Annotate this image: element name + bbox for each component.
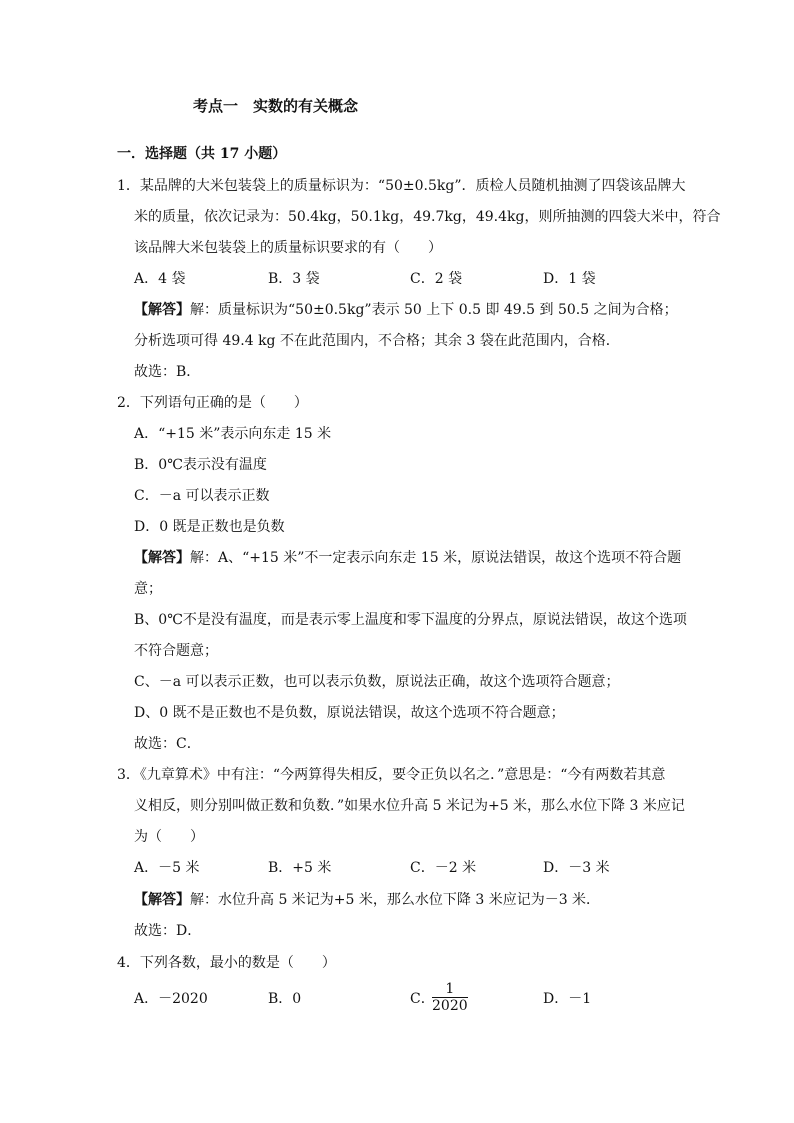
answer-text: 解：质量标识为“50±0.5kg”表示 50 上下 0.5 即 49.5 到 50.5 之间为合格； — [190, 302, 678, 318]
question-3-line-1: 3．《九章算术》中有注：“今两算得失相反，要令正负以名之．”意思是：“今有两数若其意 — [117, 767, 666, 783]
question-2-answer-line-3: B、0℃不是没有温度，而是表示零上温度和零下温度的分界点，原说法错误，故这个选项 — [134, 612, 687, 628]
question-2-option-c: C．－a 可以表示正数 — [134, 488, 270, 504]
question-2-answer-line-6: D、0 既不是正数也不是负数，原说法错误，故这个选项不符合题意； — [134, 705, 565, 721]
question-2-answer-line-7: 故选：C． — [134, 736, 201, 752]
question-2-option-d: D．0 既是正数也是负数 — [134, 519, 285, 535]
fraction-numerator: 1 — [432, 981, 468, 998]
answer-tag: 【解答】 — [134, 892, 190, 908]
question-2-answer-line-4: 不符合题意； — [134, 643, 218, 659]
question-2-option-a: A．“+15 米”表示向东走 15 米 — [134, 426, 332, 442]
question-2-answer-line-5: C、－a 可以表示正数，也可以表示负数，原说法正确，故这个选项符合题意； — [134, 674, 620, 690]
question-1-line-3: 该品牌大米包装袋上的质量标识要求的有（ ） — [134, 240, 442, 256]
question-1-option-d: D．1 袋 — [543, 271, 596, 287]
question-1-option-c: C．2 袋 — [410, 271, 463, 287]
question-1-option-a: A．4 袋 — [134, 271, 186, 287]
answer-text: 解：A、“+15 米”不一定表示向东走 15 米，原说法错误，故这个选项不符合题 — [190, 550, 682, 566]
question-4-option-b: B．0 — [268, 991, 302, 1007]
answer-text: 解：水位升高 5 米记为+5 米，那么水位下降 3 米应记为－3 米． — [190, 892, 601, 908]
question-2-answer-line-2: 意； — [134, 581, 162, 597]
question-3-option-b: B．+5 米 — [268, 860, 332, 876]
question-1-answer-line-3: 故选：B． — [134, 364, 201, 380]
answer-tag: 【解答】 — [134, 550, 190, 566]
answer-tag: 【解答】 — [134, 302, 190, 318]
question-2-answer-line-1 — [134, 548, 681, 568]
question-1-option-b: B．3 袋 — [268, 271, 320, 287]
question-4-option-a: A．－2020 — [134, 991, 208, 1007]
question-4-line-1: 4．下列各数，最小的数是（ ） — [117, 955, 336, 971]
question-3-option-d: D．－3 米 — [543, 860, 610, 876]
fraction-denominator: 2020 — [432, 998, 468, 1014]
question-3-option-a: A．－5 米 — [134, 860, 200, 876]
question-3-option-c: C．－2 米 — [410, 860, 477, 876]
question-3-line-3: 为（ ） — [134, 829, 204, 845]
question-2-option-b: B．0℃表示没有温度 — [134, 457, 267, 473]
question-1-answer-line-2: 分析选项可得 49.4 kg 不在此范围内，不合格；其余 3 袋在此范围内，合格． — [134, 333, 620, 349]
question-3-answer-line-2: 故选：D． — [134, 923, 202, 939]
section-heading: 一．选择题（共 17 小题） — [117, 146, 287, 162]
question-2-line-1: 2．下列语句正确的是（ ） — [117, 395, 308, 411]
question-1-line-1: 1．某品牌的大米包装袋上的质量标识为：“50±0.5kg”．质检人员随机抽测了四袋该品牌大 — [117, 178, 686, 194]
question-3-answer-line-1 — [134, 890, 600, 910]
question-1-line-2: 米的质量，依次记录为：50.4kg，50.1kg，49.7kg，49.4kg，则所抽测的四袋大米中，符合 — [134, 209, 721, 225]
question-3-line-2: 义相反，则分别叫做正数和负数．”如果水位升高 5 米记为+5 米，那么水位下降 3 米应记 — [134, 798, 685, 814]
question-1-answer-line-1 — [134, 300, 678, 320]
page-title: 考点一 实数的有关概念 — [193, 97, 359, 115]
question-4-option-c-fraction — [432, 981, 468, 1014]
question-4-option-c-label: C． — [410, 991, 435, 1007]
question-4-option-d: D．－1 — [543, 991, 592, 1007]
